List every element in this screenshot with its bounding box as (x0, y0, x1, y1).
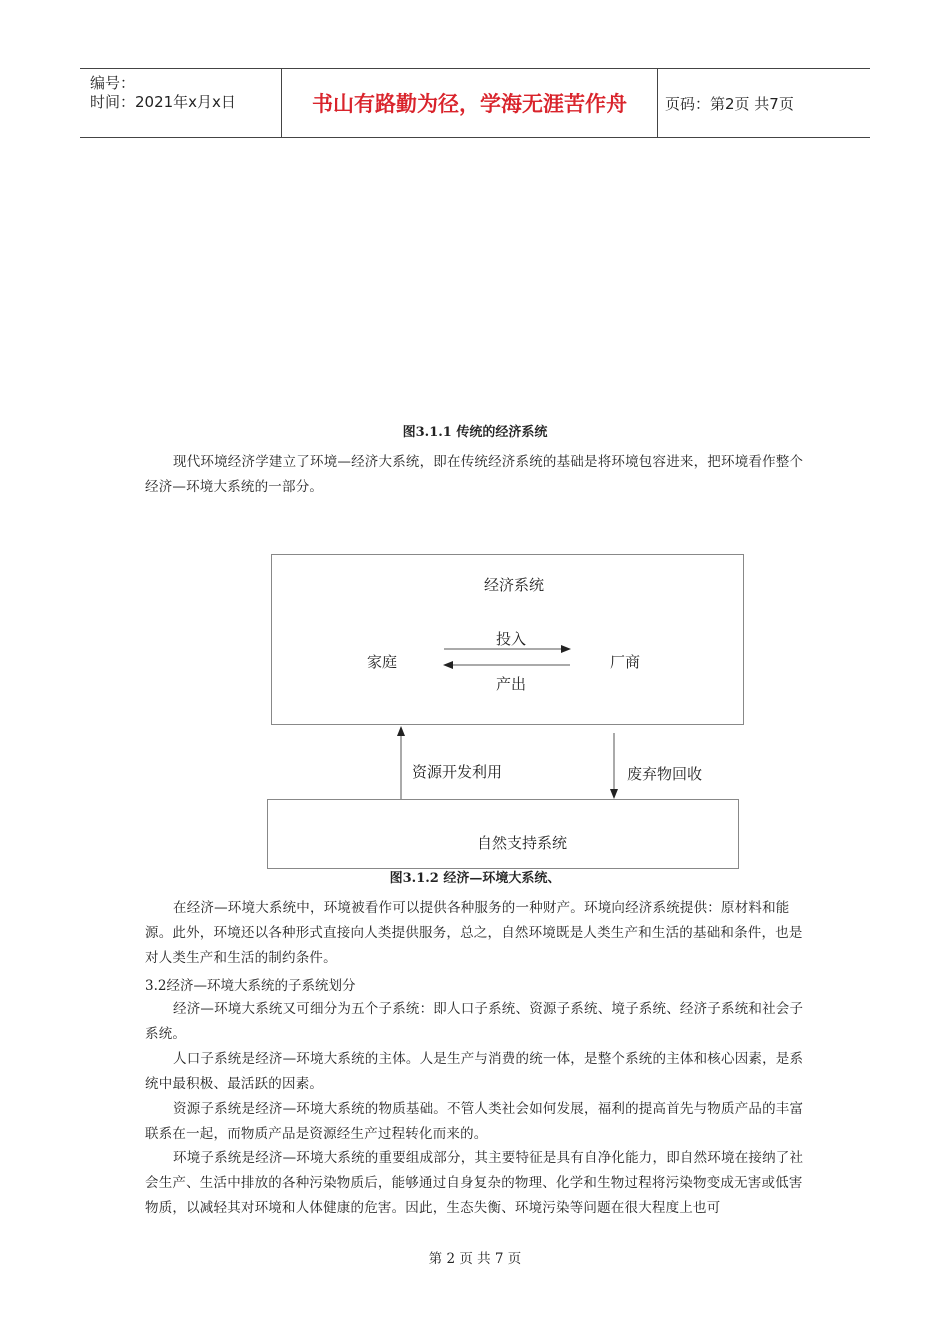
paragraph-environment-subsystem: 环境子系统是经济—环境大系统的重要组成部分，其主要特征是具有自净化能力，即自然环境在接纳了社会生产、生活中排放的各种污染物质后，能够通过自身复杂的物理、化学和生物过程将污染物变成无害或低害物质，以减轻其对环境和人体健康的危害。因此，生态失衡、环境污染等问题在很大程度上也可 (145, 1150, 804, 1216)
figure-2-caption: 图3.1.2 经济—环境大系统、 (389, 871, 561, 886)
paragraph-environment-role: 在经济—环境大系统中，环境被看作可以提供各种服务的一种财产。环境向经济系统提供：原材料和能源。此外，环境还以各种形式直接向人类提供服务，总之，自然环境既是人类生产和生活的基础和条件，也是对人类生产和生活的制约条件。 (145, 900, 803, 966)
resource-label: 资源开发利用 (412, 763, 503, 781)
page-footer: 第 2 页 共 7 页 (428, 1251, 522, 1267)
code-label: 编号： (90, 74, 136, 92)
time-label: 时间：2021年x月x日 (90, 93, 236, 111)
firm-label: 厂商 (610, 653, 641, 671)
household-label: 家庭 (367, 653, 398, 671)
output-label: 产出 (496, 675, 527, 693)
paragraph-population: 人口子系统是经济—环境大系统的主体。人是生产与消费的统一体，是整个系统的主体和核心因素，是系统中最积极、最活跃的因素。 (145, 1051, 804, 1092)
nature-support-label: 自然支持系统 (477, 834, 568, 852)
input-label: 投入 (496, 630, 527, 648)
economy-system-label: 经济系统 (484, 576, 545, 594)
page-info-text: 页码：第2页 共7页 (665, 94, 794, 113)
paragraph-subsystems: 经济—环境大系统又可细分为五个子系统：即人口子系统、资源子系统、境子系统、经济子系统和社会子系统。 (145, 1001, 804, 1042)
header-motto: 书山有路勤为径，学海无涯苦作舟 (281, 69, 658, 137)
figure-1-caption: 图3.1.1 传统的经济系统 (402, 425, 548, 440)
paragraph-resources: 资源子系统是经济—环境大系统的物质基础。不管人类社会如何发展，福利的提高首先与物质产品的丰富联系在一起，而物质产品是资源经生产过程转化而来的。 (145, 1101, 804, 1142)
intro-paragraph: 现代环境经济学建立了环境—经济大系统，即在传统经济系统的基础是将环境包容进来，把环境看作整个经济—环境大系统的一部分。 (145, 454, 804, 495)
waste-label: 废弃物回收 (627, 765, 703, 783)
section-heading: 3.2经济—环境大系统的子系统划分 (145, 978, 356, 994)
